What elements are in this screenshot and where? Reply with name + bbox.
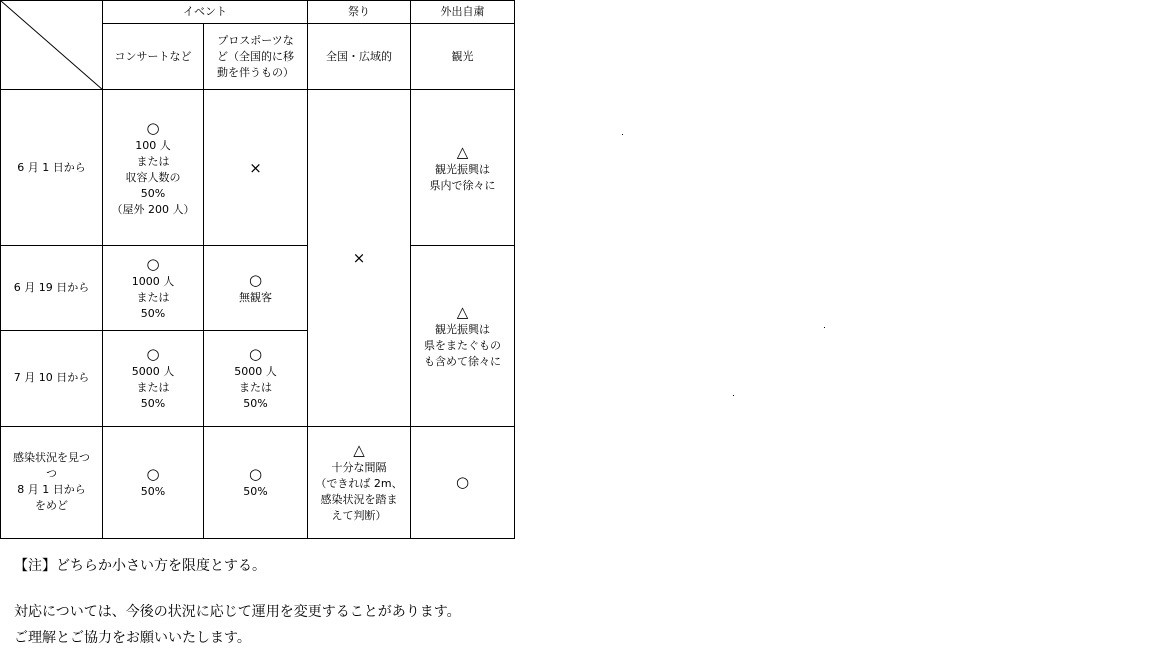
cell-line: 県内で徐々に xyxy=(429,178,496,192)
cell-line: 100 人 xyxy=(135,138,171,152)
cell-tourism-jun1 xyxy=(411,90,515,246)
header-prosports xyxy=(204,24,308,90)
circle-symbol: ○ xyxy=(248,271,263,289)
circle-symbol: ○ xyxy=(146,465,160,484)
cell-line: 1000 人 xyxy=(131,275,175,288)
circle-symbol: ○ xyxy=(146,118,160,137)
stray-dot xyxy=(824,327,825,328)
cell-line: 県をまたぐもの xyxy=(424,339,501,353)
cell-line: または xyxy=(136,291,170,304)
cell-line: または xyxy=(136,154,170,168)
cell-line: 感染状況を踏ま xyxy=(320,493,398,507)
row-label-aug1 xyxy=(1,426,103,538)
cell-line: または xyxy=(136,381,170,395)
cell-festival-merged xyxy=(308,90,411,427)
cell-line: 50% xyxy=(140,485,166,499)
header-outing: 外出自粛 xyxy=(411,1,515,24)
notes-section xyxy=(14,553,461,651)
cell-tourism-aug1 xyxy=(411,426,515,538)
cell-line: をめど xyxy=(35,499,68,513)
header-prosports-line: ど（全国的に移 xyxy=(217,49,294,63)
cell-line: （屋外 200 人） xyxy=(111,202,195,216)
circle-symbol: ○ xyxy=(248,465,263,484)
cell-line: 観光振興は xyxy=(435,323,490,337)
diagonal-line xyxy=(1,1,102,89)
cell-line: 収容人数の xyxy=(125,170,181,184)
cell-line: 十分な間隔 xyxy=(331,461,387,475)
cross-symbol: × xyxy=(249,158,262,177)
triangle-symbol: △ xyxy=(456,142,469,161)
row-label-jul10: 7 月 10 日から xyxy=(1,330,103,426)
note-text: 【注】どちらか小さい方を限度とする。 xyxy=(14,558,266,574)
cell-concert-jul10 xyxy=(103,330,204,426)
header-festival: 祭り xyxy=(308,1,411,24)
cell-line: 感染状況を見つ xyxy=(13,451,90,465)
cell-line: 50% xyxy=(140,397,166,411)
circle-symbol: ○ xyxy=(146,255,160,273)
cell-line: 50% xyxy=(140,186,166,200)
circle-symbol: ○ xyxy=(248,345,263,364)
stray-dot xyxy=(733,395,734,396)
notice-line-1: 対応については、今後の状況に応じて運用を変更することがあります。 xyxy=(14,604,461,620)
cross-symbol: × xyxy=(352,248,366,267)
cell-sports-jun19 xyxy=(204,246,308,330)
triangle-symbol: △ xyxy=(353,441,365,460)
cell-line: 50% xyxy=(140,307,166,320)
cell-line: 5000 人 xyxy=(131,365,175,379)
cell-line: 無観客 xyxy=(239,291,272,304)
cell-line: 観光振興は xyxy=(435,162,490,176)
row-label-jun19: 6 月 19 日から xyxy=(1,246,103,330)
cell-line: えて判断） xyxy=(331,509,387,523)
cell-line: または xyxy=(239,381,272,395)
cell-festival-aug1 xyxy=(308,426,411,538)
header-prosports-line: 動を伴うもの） xyxy=(217,65,294,79)
header-tourism: 観光 xyxy=(411,24,515,90)
cell-line: 50% xyxy=(243,397,268,411)
header-nationwide: 全国・広域的 xyxy=(308,24,411,90)
diagonal-corner-cell xyxy=(1,1,103,90)
cell-concert-jun1 xyxy=(103,90,204,246)
cell-sports-aug1 xyxy=(204,426,308,538)
cell-concert-jun19 xyxy=(103,246,204,330)
cell-line: も含めて徐々に xyxy=(424,355,501,369)
cell-sports-jul10 xyxy=(204,330,308,426)
cell-tourism-jun19-jul10 xyxy=(411,246,515,426)
cell-line: 5000 人 xyxy=(234,365,277,379)
event-restriction-table xyxy=(0,0,515,539)
notice-line-2: ご理解とご協力をお願いいたします。 xyxy=(14,630,251,646)
triangle-symbol: △ xyxy=(456,303,469,322)
cell-concert-aug1 xyxy=(103,426,204,538)
cell-line: つ xyxy=(46,467,57,481)
header-event: イベント xyxy=(103,1,308,24)
circle-symbol: ○ xyxy=(455,473,470,492)
cell-line: （できれば 2m、 xyxy=(315,477,403,491)
cell-line: 50% xyxy=(243,485,268,499)
circle-symbol: ○ xyxy=(146,345,160,364)
stray-dot xyxy=(622,134,623,135)
row-label-jun1: 6 月 1 日から xyxy=(1,90,103,246)
header-concert: コンサートなど xyxy=(103,24,204,90)
cell-sports-jun1 xyxy=(204,90,308,246)
header-prosports-line: プロスポーツな xyxy=(217,33,294,47)
cell-line: 8 月 1 日から xyxy=(17,483,86,497)
